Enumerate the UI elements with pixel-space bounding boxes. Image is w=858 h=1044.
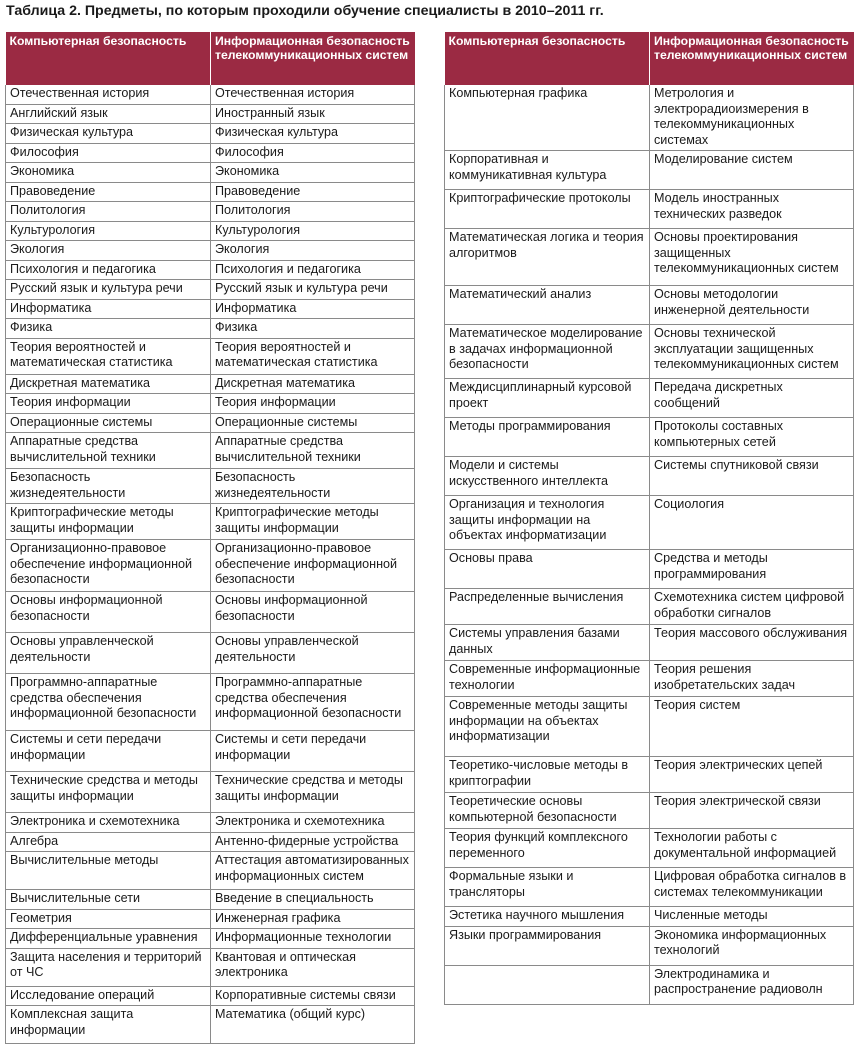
telecom-security-cell: Цифровая обработка сигналов в системах телекоммуникации: [650, 868, 854, 907]
computer-security-cell: Вычислительные методы: [6, 852, 211, 890]
table-row: [445, 286, 854, 325]
telecom-security-cell: Средства и методы программирования: [650, 550, 854, 589]
computer-security-cell: Корпоративная и коммуникативная культура: [445, 151, 650, 190]
computer-security-cell: Теория информации: [6, 394, 211, 414]
header-telecom-security: Информационная безопасность телекоммуникационных систем: [650, 32, 854, 85]
telecom-security-cell: Организационно-правовое обеспечение информационной безопасности: [211, 540, 415, 592]
table-row: [445, 965, 854, 1004]
computer-security-cell: Современные методы защиты информации на объектах информатизации: [445, 697, 650, 757]
computer-security-cell: Геометрия: [6, 909, 211, 929]
computer-security-cell: Экономика: [6, 163, 211, 183]
telecom-security-cell: Информатика: [211, 299, 415, 319]
telecom-security-cell: Экономика: [211, 163, 415, 183]
table-row: [445, 697, 854, 757]
table-row: [445, 926, 854, 965]
table-row: [445, 379, 854, 418]
table-row: [445, 868, 854, 907]
table-row: [445, 757, 854, 793]
computer-security-cell: Английский язык: [6, 104, 211, 124]
computer-security-cell: Операционные системы: [6, 413, 211, 433]
computer-security-cell: Философия: [6, 143, 211, 163]
table-row: [445, 457, 854, 496]
computer-security-cell: Основы права: [445, 550, 650, 589]
header-telecom-security: Информационная безопасность телекоммуникационных систем: [211, 32, 415, 85]
computer-security-cell: Вычислительные сети: [6, 890, 211, 910]
telecom-security-cell: Культурология: [211, 221, 415, 241]
computer-security-cell: Организация и технология защиты информации на объектах информатизации: [445, 496, 650, 550]
computer-security-cell: Комплексная защита информации: [6, 1006, 211, 1044]
telecom-security-cell: Протоколы составных компьютерных сетей: [650, 418, 854, 457]
telecom-security-cell: Философия: [211, 143, 415, 163]
table-row: [445, 418, 854, 457]
computer-security-cell: Безопасность жизнедеятельности: [6, 469, 211, 504]
computer-security-cell: Физическая культура: [6, 124, 211, 144]
computer-security-cell: Основы управленческой деятельности: [6, 633, 211, 674]
telecom-security-cell: Психология и педагогика: [211, 260, 415, 280]
table-row: [445, 829, 854, 868]
telecom-security-cell: Политология: [211, 202, 415, 222]
computer-security-cell: Физика: [6, 319, 211, 339]
telecom-security-cell: Физика: [211, 319, 415, 339]
table-header-row: [6, 32, 415, 85]
table-row: [6, 674, 415, 731]
computer-security-cell: Культурология: [6, 221, 211, 241]
computer-security-cell: Программно-аппаратные средства обеспечения информационной безопасности: [6, 674, 211, 731]
table-row: [6, 241, 415, 261]
table-row: [6, 374, 415, 394]
telecom-security-cell: Физическая культура: [211, 124, 415, 144]
computer-security-cell: Теория вероятностей и математическая статистика: [6, 338, 211, 374]
table-row: [6, 182, 415, 202]
header-computer-security: Компьютерная безопасность: [6, 32, 211, 85]
table-row: [6, 948, 415, 986]
telecom-security-cell: Социология: [650, 496, 854, 550]
telecom-security-cell: Электроника и схемотехника: [211, 813, 415, 833]
computer-security-cell: Организационно-правовое обеспечение информационной безопасности: [6, 540, 211, 592]
header-computer-security: Компьютерная безопасность: [445, 32, 650, 85]
computer-security-cell: Математическая логика и теория алгоритмов: [445, 229, 650, 286]
computer-security-cell: Отечественная история: [6, 85, 211, 104]
telecom-security-cell: Теория массового обслуживания: [650, 625, 854, 661]
telecom-security-cell: Основы проектирования защищенных телекоммуникационных систем: [650, 229, 854, 286]
computer-security-cell: Криптографические протоколы: [445, 190, 650, 229]
telecom-security-cell: Криптографические методы защиты информации: [211, 504, 415, 540]
table-row: [6, 813, 415, 833]
table-row: [6, 202, 415, 222]
table-row: [6, 143, 415, 163]
table-row: [6, 852, 415, 890]
table-caption: Таблица 2. Предметы, по которым проходили обучение специалисты в 2010–2011 гг.: [6, 3, 604, 19]
telecom-security-cell: Технические средства и методы защиты информации: [211, 772, 415, 813]
table-row: [6, 986, 415, 1006]
telecom-security-cell: Квантовая и оптическая электроника: [211, 948, 415, 986]
table-row: [445, 229, 854, 286]
computer-security-cell: Правоведение: [6, 182, 211, 202]
table-row: [445, 661, 854, 697]
table-row: [445, 85, 854, 151]
computer-security-cell: Аппаратные средства вычислительной техники: [6, 433, 211, 469]
telecom-security-cell: Теория электрических цепей: [650, 757, 854, 793]
computer-security-cell: Эстетика научного мышления: [445, 907, 650, 927]
computer-security-cell: Системы и сети передачи информации: [6, 731, 211, 772]
table-row: [6, 469, 415, 504]
telecom-security-cell: Моделирование систем: [650, 151, 854, 190]
computer-security-cell: Формальные языки и трансляторы: [445, 868, 650, 907]
computer-security-cell: Модели и системы искусственного интеллекта: [445, 457, 650, 496]
table-row: [6, 504, 415, 540]
telecom-security-cell: Инженерная графика: [211, 909, 415, 929]
telecom-security-cell: Корпоративные системы связи: [211, 986, 415, 1006]
telecom-security-cell: Операционные системы: [211, 413, 415, 433]
table-row: [6, 909, 415, 929]
computer-security-cell: Дифференциальные уравнения: [6, 929, 211, 949]
telecom-security-cell: Информационные технологии: [211, 929, 415, 949]
telecom-security-cell: Правоведение: [211, 182, 415, 202]
telecom-security-cell: Теория электрической связи: [650, 793, 854, 829]
telecom-security-cell: Отечественная история: [211, 85, 415, 104]
telecom-security-cell: Теория решения изобретательских задач: [650, 661, 854, 697]
telecom-security-cell: Электродинамика и распространение радиоволн: [650, 965, 854, 1004]
computer-security-cell: Компьютерная графика: [445, 85, 650, 151]
table-row: [445, 550, 854, 589]
table-row: [445, 907, 854, 927]
computer-security-cell: [445, 965, 650, 1004]
computer-security-cell: Междисциплинарный курсовой проект: [445, 379, 650, 418]
telecom-security-cell: Системы спутниковой связи: [650, 457, 854, 496]
table-row: [6, 280, 415, 300]
telecom-security-cell: Численные методы: [650, 907, 854, 927]
computer-security-cell: Русский язык и культура речи: [6, 280, 211, 300]
telecom-security-cell: Основы технической эксплуатации защищенных телекоммуникационных систем: [650, 325, 854, 379]
table-row: [6, 163, 415, 183]
computer-security-cell: Математическое моделирование в задачах информационной безопасности: [445, 325, 650, 379]
table-row: [6, 731, 415, 772]
telecom-security-cell: Введение в специальность: [211, 890, 415, 910]
computer-security-cell: Политология: [6, 202, 211, 222]
computer-security-cell: Языки программирования: [445, 926, 650, 965]
telecom-security-cell: Дискретная математика: [211, 374, 415, 394]
telecom-security-cell: Теория вероятностей и математическая статистика: [211, 338, 415, 374]
computer-security-cell: Психология и педагогика: [6, 260, 211, 280]
telecom-security-cell: Схемотехника систем цифровой обработки сигналов: [650, 589, 854, 625]
table-row: [6, 260, 415, 280]
computer-security-cell: Математический анализ: [445, 286, 650, 325]
computer-security-cell: Экология: [6, 241, 211, 261]
computer-security-cell: Алгебра: [6, 832, 211, 852]
telecom-security-cell: Основы управленческой деятельности: [211, 633, 415, 674]
table-row: [6, 772, 415, 813]
table-row: [6, 319, 415, 339]
table-row: [6, 433, 415, 469]
table-row: [6, 104, 415, 124]
table-row: [445, 325, 854, 379]
telecom-security-cell: Экономика информационных технологий: [650, 926, 854, 965]
telecom-security-cell: Безопасность жизнедеятельности: [211, 469, 415, 504]
table-row: [6, 832, 415, 852]
telecom-security-cell: Теория систем: [650, 697, 854, 757]
table-row: [445, 496, 854, 550]
table-row: [445, 625, 854, 661]
subjects-table-right: [444, 32, 854, 1005]
telecom-security-cell: Аттестация автоматизированных информационных систем: [211, 852, 415, 890]
table-row: [445, 190, 854, 229]
table-row: [6, 929, 415, 949]
computer-security-cell: Теория функций комплексного переменного: [445, 829, 650, 868]
table-row: [6, 394, 415, 414]
computer-security-cell: Электроника и схемотехника: [6, 813, 211, 833]
table-row: [445, 589, 854, 625]
telecom-security-cell: Русский язык и культура речи: [211, 280, 415, 300]
table-row: [6, 1006, 415, 1044]
computer-security-cell: Современные информационные технологии: [445, 661, 650, 697]
telecom-security-cell: Антенно-фидерные устройства: [211, 832, 415, 852]
table-row: [6, 890, 415, 910]
computer-security-cell: Дискретная математика: [6, 374, 211, 394]
computer-security-cell: Защита населения и территорий от ЧС: [6, 948, 211, 986]
table-row: [6, 633, 415, 674]
computer-security-cell: Информатика: [6, 299, 211, 319]
computer-security-cell: Исследование операций: [6, 986, 211, 1006]
table-row: [6, 592, 415, 633]
table-row: [6, 221, 415, 241]
telecom-security-cell: Основы информационной безопасности: [211, 592, 415, 633]
computer-security-cell: Методы программирования: [445, 418, 650, 457]
telecom-security-cell: Технологии работы с документальной информацией: [650, 829, 854, 868]
telecom-security-cell: Модель иностранных технических разведок: [650, 190, 854, 229]
computer-security-cell: Системы управления базами данных: [445, 625, 650, 661]
table-row: [6, 124, 415, 144]
computer-security-cell: Теоретические основы компьютерной безопасности: [445, 793, 650, 829]
subjects-table-left: [5, 32, 415, 1044]
table-row: [6, 299, 415, 319]
telecom-security-cell: Передача дискретных сообщений: [650, 379, 854, 418]
computer-security-cell: Криптографические методы защиты информации: [6, 504, 211, 540]
table-row: [6, 540, 415, 592]
table-header-row: [445, 32, 854, 85]
table-row: [6, 413, 415, 433]
telecom-security-cell: Теория информации: [211, 394, 415, 414]
table-row: [6, 85, 415, 104]
table-row: [445, 793, 854, 829]
computer-security-cell: Теоретико-числовые методы в криптографии: [445, 757, 650, 793]
telecom-security-cell: Метрология и электрорадиоизмерения в телекоммуникационных системах: [650, 85, 854, 151]
table-row: [6, 338, 415, 374]
telecom-security-cell: Иностранный язык: [211, 104, 415, 124]
computer-security-cell: Основы информационной безопасности: [6, 592, 211, 633]
table-row: [445, 151, 854, 190]
telecom-security-cell: Основы методологии инженерной деятельности: [650, 286, 854, 325]
telecom-security-cell: Системы и сети передачи информации: [211, 731, 415, 772]
telecom-security-cell: Программно-аппаратные средства обеспечения информационной безопасности: [211, 674, 415, 731]
telecom-security-cell: Аппаратные средства вычислительной техники: [211, 433, 415, 469]
computer-security-cell: Технические средства и методы защиты информации: [6, 772, 211, 813]
telecom-security-cell: Экология: [211, 241, 415, 261]
computer-security-cell: Распределенные вычисления: [445, 589, 650, 625]
telecom-security-cell: Математика (общий курс): [211, 1006, 415, 1044]
